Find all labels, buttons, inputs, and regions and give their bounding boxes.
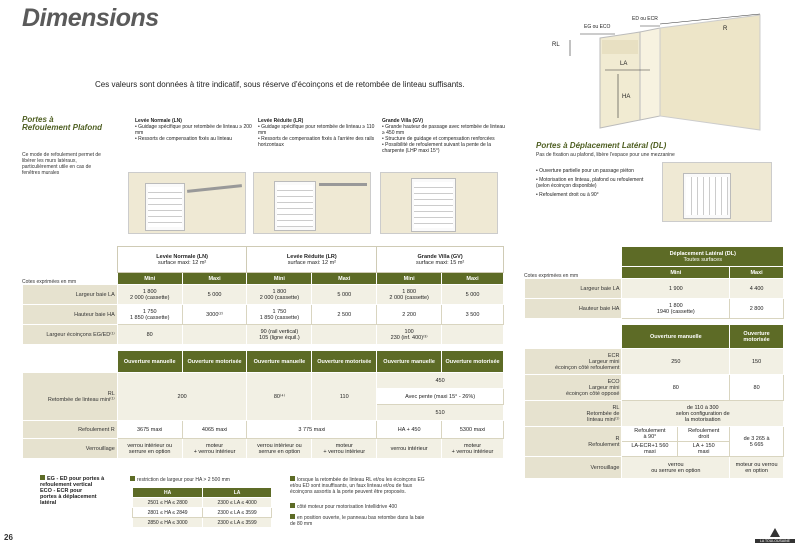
left-section-desc: Ce mode de refoulement permet de libérer les murs latéraux, particulièrement utile en cas de fenêtres murales [22, 152, 101, 176]
group-gv: Grande Villa (GV) [417, 253, 463, 260]
type-ln-bullet: • Guidage spécifique pour retombée de linteau ≥ 200 mm [135, 124, 252, 136]
label-eg: EG ou ECO [584, 24, 611, 30]
footnote-1: EG - ED pour portes à refoulement vertical ECO - ECR pour portes à déplacement latéral [40, 476, 105, 506]
type-gv-bullet: • Grande hauteur de passage avec retombée de linteau ≥ 450 mm [382, 124, 505, 136]
photo-ln [128, 172, 246, 234]
photo-dl [662, 162, 772, 222]
label-r: R [723, 26, 728, 32]
group-ln: Levée Normale (LN) [156, 253, 208, 260]
group-dl: Déplacement Latéral (DL) [669, 250, 736, 257]
label-ha: HA [622, 94, 631, 100]
logo-icon [770, 528, 780, 537]
dl-bullets [536, 168, 646, 198]
photo-lr [253, 172, 371, 234]
page-number: 26 [4, 533, 13, 542]
ha-la-restriction-table: HA LA 2501 ≤ HA ≤ 2800 2300 ≤ LA ≤ 4000 2801 ≤ HA ≤ 2849 2300 ≤ LA ≤ 3599 2850 ≤ HA ≤ 3000 2300 ≤ LA ≤ 3599 [132, 487, 272, 528]
table-row: R Refoulement Refoulement à 90° Refoulement droit de 3 265 à 5 665 [525, 427, 784, 442]
left-section-title: Portes à Refoulement Plafond [22, 115, 103, 132]
table-row: ECR Largeur mini écoinçon côté refoulement 250 150 [525, 349, 784, 375]
page-subtitle: Ces valeurs sont données à titre indicatif, sous réserve d'écoinçons et de retombée de linteau suffisants. [95, 80, 465, 89]
footnote-4: côté moteur pour motorisation Intellidrive 400 [290, 503, 500, 510]
table-row: Largeur écoinçons EG/ED⁽¹⁾ 80 90 (rail vertical) 105 (ligne équil.) 100 230 (inf. 400)⁽³⁾ [23, 325, 504, 345]
table2-units: Cotes exprimées en mm [524, 273, 579, 279]
page-title: Dimensions [22, 4, 159, 32]
dl-title: Portes à Déplacement Latéral (DL) [536, 141, 667, 150]
type-lr [258, 118, 376, 148]
table1-units: Cotes exprimées en mm [22, 279, 77, 285]
dl-bullet: • Motorisation en linteau, plafond ou refoulement (selon écoinçon disponible) [536, 177, 644, 189]
type-ln [135, 118, 253, 142]
dl-desc: Pas de fixation au plafond, libère l'espace pour une mezzanine [536, 152, 675, 158]
dl-bullet: • Refoulement droit ou à 90° [536, 192, 599, 198]
garage-diagram [540, 10, 790, 135]
footnote-3: lorsque la retombée de linteau RL et/ou les écoinçons EG et/ou ED sont insuffisants, un faux linteau et/ou de faux écoinçons assortis à la porte peuvent être proposés. [290, 477, 425, 495]
footnote-5: en position ouverte, le panneau bas retombe dans la baie de 80 mm [290, 515, 425, 527]
type-ln-bullet: • Ressorts de compensation fixés au linteau [135, 136, 233, 142]
type-gv-bullet: • Structure de guidage et compensation renforcées [382, 136, 495, 142]
table-row: Refoulement R 3675 maxi 4065 maxi 3 775 maxi HA + 450 5300 maxi [23, 421, 504, 439]
dimension-diagram [540, 10, 790, 135]
table-row: Verrouillage verrou ou serrure en option moteur ou verrou en option [525, 457, 784, 479]
dl-bullet: • Ouverture partielle pour un passage piéton [536, 168, 634, 174]
table-row: Largeur baie LA 1 900 4 400 [525, 279, 784, 299]
footnote-2: restriction de largeur pour HA > 2 500 mm [130, 476, 290, 483]
table-row: RL Retombée de linteau mini⁽¹⁾ 200 80⁽⁴⁾ 110 450 [23, 373, 504, 389]
type-gv [382, 118, 507, 154]
type-lr-title: Levée Réduite (LR) [258, 118, 304, 124]
table-row: Largeur baie LA 1 800 2 000 (cassette) 5 000 1 800 2 000 (cassette) 5 000 1 800 2 000 (cassette) 5 000 [23, 285, 504, 305]
dimensions-table-main: Levée Normale (LN) surface maxi: 12 m² Levée Réduite (LR) surface maxi: 12 m² Grande Villa (GV) surface maxi: 15 m² Mini Maxi Mini Maxi Mini Maxi Largeur baie LA 1 800 2 000 (cassette) 5 000 1 800 2 000 (cassette) 5 000 1 800 2 000 (cassette) 5 000 Hauteur baie HA 1 750 1 850 (cassette) 3000⁽²⁾ 1 750 1 850 (cassette) 2 500 2 200 3 500 Largeur écoinçons EG/ED⁽¹⁾ 80 90 (rail vertical) 105 (ligne équil.) 100 230 (inf. 400)⁽³⁾ Ouverture manuelle Ouverture motorisée Ouverture manuelle Ouverture motorisée Ouverture manuelle Ouverture motorisée RL Retombée de linteau mini⁽¹⁾ 200 80⁽⁴⁾ 110 450 Avec pente (maxi 15° - 26%) 510 Refoulement R 3675 maxi 4065 maxi 3 775 maxi HA + 450 5300 maxi Verrouillage verrou intérieur ou serrure en option moteur + verrou intérieur verrou intérieur ou serrure en option moteur + verrou intérieur verrou intérieur moteur + verrou intérieur [22, 246, 504, 459]
table-row: RL Retombée de linteau mini⁽¹⁾ de 110 à 300 selon configuration de la motorisation [525, 401, 784, 427]
label-rl: RL [552, 42, 560, 48]
type-gv-title: Grande Villa (GV) [382, 118, 424, 124]
table-row: Hauteur baie HA 1 750 1 850 (cassette) 3000⁽²⁾ 1 750 1 850 (cassette) 2 500 2 200 3 500 [23, 305, 504, 325]
brand-logo: LA TOULOUSAINE [755, 528, 795, 543]
table-row: ECO Largeur mini écoinçon côté opposé 80 80 [525, 375, 784, 401]
group-lr: Levée Réduite (LR) [286, 253, 337, 260]
photo-gv [380, 172, 498, 234]
type-lr-bullet: • Ressorts de compensation fixés à l'arrière des rails horizontaux [258, 136, 375, 148]
table-row: Hauteur baie HA 1 800 1940 (cassette) 2 800 [525, 299, 784, 319]
dimensions-table-dl: Déplacement Latéral (DL) Toutes surfaces Mini Maxi Largeur baie LA 1 900 4 400 Hauteur baie HA 1 800 1940 (cassette) 2 800 Ouverture manuelle Ouverture motorisée ECR Largeur mini écoinçon côté refoulement 250 150 ECO Largeur mini écoinçon côté opposé 80 80 RL Retombée de linteau mini⁽¹⁾ de 110 à 300 selon configuration de la motorisation R Refoulement Refoulement à 90° Refoulement droit de 3 265 à 5 665 LA-ECR+1 560 maxi LA + 150 maxi Verrouillage verrou ou serrure en option moteur ou verrou en option [524, 246, 784, 479]
type-lr-bullet: • Guidage spécifique pour retombée de linteau ≥ 110 mm [258, 124, 375, 136]
label-la: LA [620, 61, 628, 67]
type-ln-title: Levée Normale (LN) [135, 118, 182, 124]
label-ed: ED ou ECR [632, 16, 658, 22]
type-gv-bullet: • Possibilité de refoulement suivant la pente de la charpente (LHP maxi 15°) [382, 142, 492, 154]
table-row: Verrouillage verrou intérieur ou serrure en option moteur + verrou intérieur verrou intérieur ou serrure en option moteur + verrou intérieur verrou intérieur moteur + verrou intérieur [23, 439, 504, 459]
